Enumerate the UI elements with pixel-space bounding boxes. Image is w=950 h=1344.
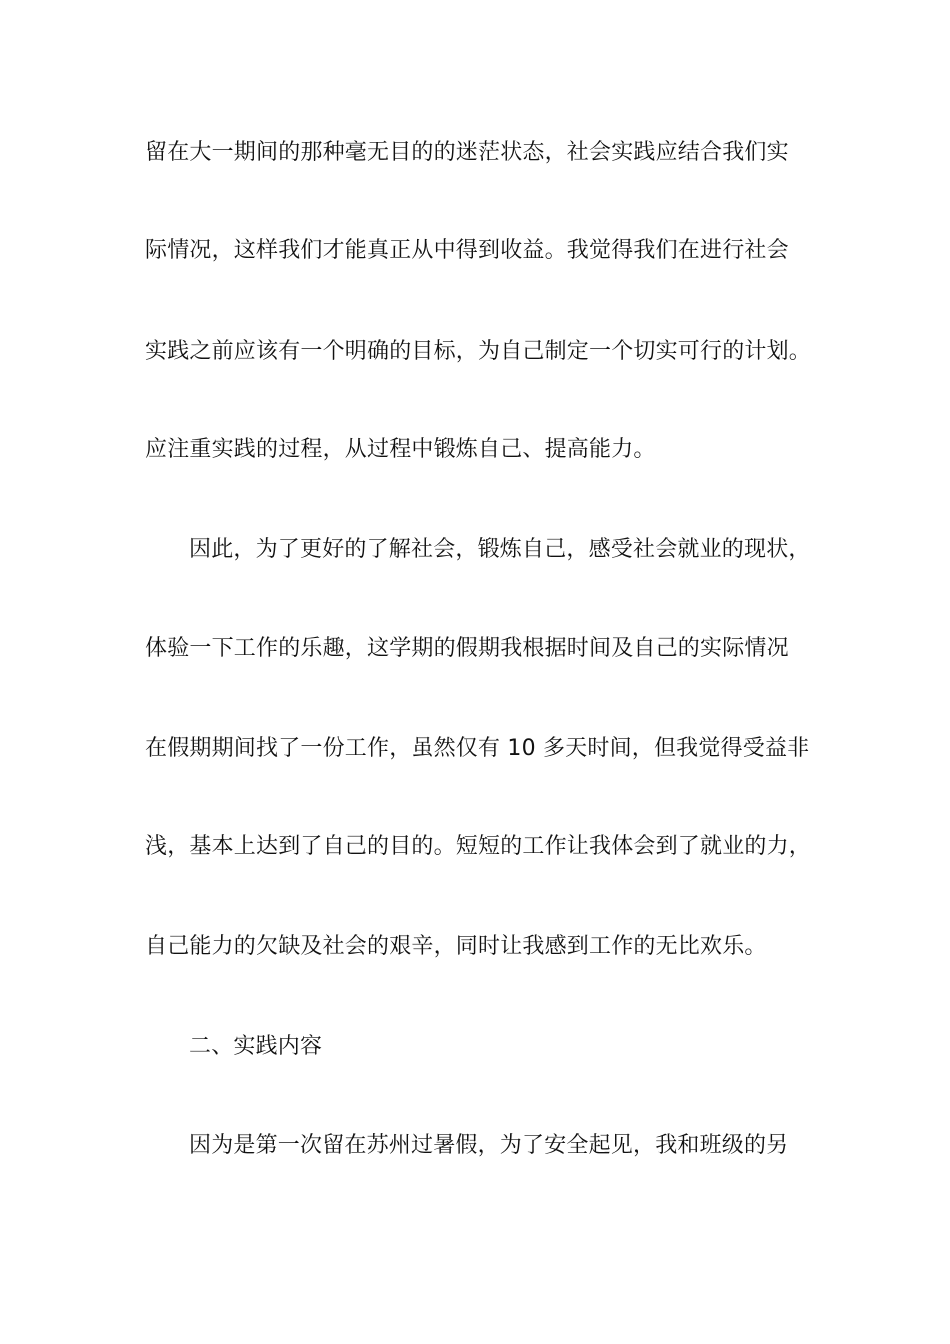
paragraph-line: 应注重实践的过程，从过程中锻炼自己、提高能力。 — [145, 437, 656, 462]
section-heading: 二、实践内容 — [189, 1034, 323, 1059]
paragraph-line: 自己能力的欠缺及社会的艰辛，同时让我感到工作的无比欢乐。 — [145, 934, 767, 959]
paragraph-line: 体验一下工作的乐趣，这学期的假期我根据时间及自己的实际情况 — [145, 636, 789, 661]
paragraph-line: 际情况，这样我们才能真正从中得到收益。我觉得我们在进行社会 — [145, 238, 789, 263]
paragraph-line: 因为是第一次留在苏州过暑假，为了安全起见，我和班级的另 — [189, 1133, 789, 1158]
paragraph-line: 浅，基本上达到了自己的目的。短短的工作让我体会到了就业的力， — [145, 834, 812, 859]
paragraph-line: 在假期期间找了一份工作，虽然仅有 10 多天时间，但我觉得受益非 — [145, 736, 810, 761]
paragraph-line: 因此，为了更好的了解社会，锻炼自己，感受社会就业的现状， — [189, 537, 811, 562]
paragraph-line: 实践之前应该有一个明确的目标，为自己制定一个切实可行的计划。 — [145, 339, 812, 364]
paragraph-line: 留在大一期间的那种毫无目的的迷茫状态，社会实践应结合我们实 — [145, 140, 789, 165]
